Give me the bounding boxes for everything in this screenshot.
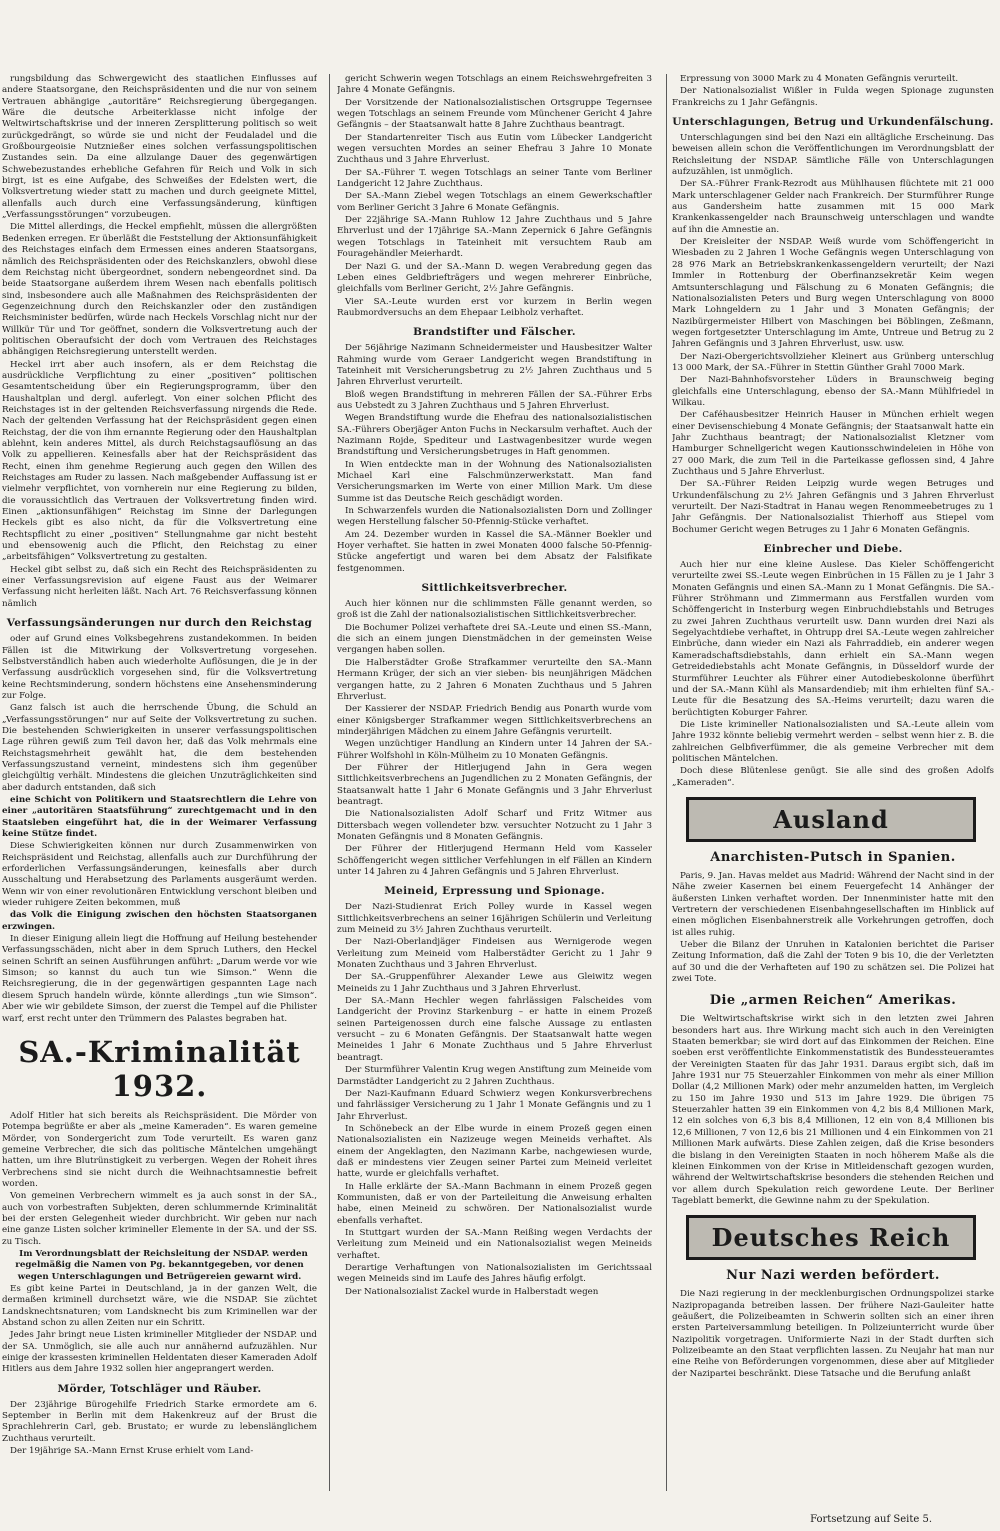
paragraph: Es gibt keine Partei in Deutschland, ja in der ganzen Welt, die dermaßen kriminell durchsetzt wäre, wie die NSDAP. Sie züchtet Landsknechtsnaturen; vom Landsknecht bis zum Kriminellen war der Abstand schon zu allen Zeiten nur ein Schritt. <box>2 1284 317 1329</box>
paragraph: Ganz falsch ist auch die herrschende Übung, die Schuld an „Verfassungsstörungen“ nur auf Seite der Volksvertretung zu suchen. Die bestehenden Schwierigkeiten in unserer verfassungspolitischen Lage rühren gewiß zum Teil davon her, daß das Volk mehrmals eine Reichstagsmehrheit gewählt hat, die dem bestehenden Verfassungszustand verneint, mindestens sich ihm gegenüber gleichgültig verhält. Mindestens die gleichen Unzuträglichkeiten sind aber dadurch entstanden, daß sich <box>2 703 317 793</box>
paragraph: Der Nazi-Studienrat Erich Polley wurde in Kassel wegen Sittlichkeitsverbrechens an seiner 16jährigen Schülerin und Verleitung zum Meineid zu 3½ Jahren Zuchthaus verurteilt. <box>337 902 652 936</box>
paragraph: In Halle erklärte der SA.-Mann Bachmann in einem Prozeß gegen Kommunisten, daß er von der Parteileitung die Anweisung erhalten habe, einen Meineid zu schwören. Der Nationalsozialist wurde ebenfalls verhaftet. <box>337 1181 652 1226</box>
paragraph: Der Führer der Hitlerjugend Hermann Held vom Kasseler Schöffengericht wegen sittlicher Verfehlungen in elf Fällen an Kindern unter 14 Jahren zu 4 Jahren Gefängnis und 5 Jahren Ehrverlust. <box>337 844 652 877</box>
paragraph: Paris, 9. Jan. Havas meldet aus Madrid: Während der Nacht sind in der Nähe zweier Kasernen bei einem Feuergefecht 14 Anhänger der äußersten Linken verhaftet worden. Der Innenminister hatte mit den Vertretern der verschiedenen Eisenbahngesellschaften im Hinblick auf einen möglichen Eisenbahnerstreik alle Vorkehrungen getroffen, doch ist alles ruhig. <box>672 870 994 938</box>
paragraph: Der SA.-Führer T. wegen Totschlags an seiner Tante vom Berliner Landgericht 12 Jahre Zuchthaus. <box>337 167 652 190</box>
subheading: Mörder, Totschläger und Räuber. <box>57 1382 262 1395</box>
paragraph: Der 19jährige SA.-Mann Ernst Kruse erhielt vom Land- <box>10 1446 254 1457</box>
paragraph: Adolf Hitler hat sich bereits als Reichspräsident. Die Mörder von Potempa begrüßte er aber als „meine Kameraden“. Es waren gemeine Mörder, von Sondergericht zum Tode verurteilt. Es waren ganz gemeine Verbrecher, die sich das politische Mäntelchen umgehängt hatten, um ihre Blutrünstigkeit zu verbergen. Wegen der Roheit ihres Verbrechens sind sie nicht durch die Weihnachtsamnestie befreit worden. <box>2 1110 317 1189</box>
column-1 <box>2 74 317 1509</box>
paragraph: Die Weltwirtschaftskrise wirkt sich in den letzten zwei Jahren besonders hart aus. Ihre Wirkung macht sich auch in den Vereinigten Staaten bemerkbar; sie wird dort auf das Einkommen der Reichen. Eine soeben erst veröffentlichte Einkommenstatistik des Bundessteueramtes der Vereinigten Staaten für das Jahr 1931. Daraus ergibt sich, daß im Jahre 1931 nur 75 Steuerzahler Einkommen von mehr als einer Million Dollar (4,2 Millionen Mark) oder mehr anzumelden hatten, im Vergleich zu 150 im Jahre 1930 und 513 im Jahre 1929. Die übrigen 75 Steuerzahler hatten 39 ein Einkommen von 4,2 bis 8,4 Millionen Mark, 12 ein solches von 6,3 bis 8,4 Millionen, 12 ein von 8,4 Millionen bis 12,6 Millionen, 7 von 12,6 bis 21 Millionen und 4 ein Einkommen von 21 Millionen Mark aufwärts. Diese Zahlen zeigen, daß die Krise besonders die bislang in den Vereinigten Staaten in noch höherem Maße als die kleinen Einkommen von der Krise in Mitleidenschaft gezogen wurden, während der Weltwirtschaftskrise besonders die stehenden Reichen und vor allem durch Spekulation reich gewordene Leute. Der Berliner Tageblatt bemerkt, die Gewinne nahm zu der Spekulation. <box>672 1014 994 1206</box>
paragraph: Der Nationalsozialist Zackel wurde in Halberstadt wegen <box>345 1286 599 1297</box>
paragraph: Erpressung von 3000 Mark zu 4 Monaten Gefängnis verurteilt. <box>680 74 959 84</box>
paragraph: In dieser Einigung allein liegt die Hoffnung auf Heilung bestehender Verfassungsschäden, nicht aber in dem Spruch Luthers, den Heckel seinen Schrift an seinen Ausführungen anführt: „Darum werde vor wie Simson; so kannst du auch tun wie Simson.“ Wenn die Reichsregierung, die in der gegenwärtigen gespannten Lage nach diesem Spruch handeln würde, könnte allerdings „tun wie Simson“. Aber wie wir gebildete Simson, der zuerst die Tempel auf die Philister warf, erst recht unter den Trümmern des Palastes begraben hat. <box>2 934 317 1024</box>
paragraph: Der 22jährige SA.-Mann Ruhlow 12 Jahre Zuchthaus und 5 Jahre Ehrverlust und der 17jährige SA.-Mann Zepernick 6 Jahre Gefängnis wegen Totschlags in Tateinheit mit versuchtem Raub am Fouragehändler Meierhardt. <box>337 215 652 260</box>
paragraph: Von gemeinen Verbrechern wimmelt es ja auch sonst in der SA., auch von vorbestraften Subjekten, deren schlummernde Kriminalität bei der ersten Gelegenheit wieder durchbricht. Wir geben nur nach eine ganze Listen solcher krimineller Elemente in der SA. und der SS. zu Tisch. <box>2 1191 317 1247</box>
paragraph: In Stuttgart wurden der SA.-Mann Reißing wegen Verdachts der Verleitung zum Meineid und ein Nationalsozialist wegen Meineids verhaftet. <box>337 1227 652 1261</box>
paragraph: Der Nazi-Obergerichtsvollzieher Kleinert aus Grünberg unterschlug 13 000 Mark, der SA.-Führer in Stettin Günther Grahl 7000 Mark. <box>672 351 994 373</box>
paragraph: Die Halberstädter Große Strafkammer verurteilte den SA.-Mann Hermann Krüger, der sich an vier sieben- bis neunjährigen Mädchen vergangen hatte, zu 2 Jahren 6 Monaten Zuchthaus und 5 Jahren Ehrverlust. <box>337 657 652 702</box>
section-box-deutsches-reich: Deutsches Reich <box>686 1215 976 1260</box>
paragraph: Die Bochumer Polizei verhaftete drei SA.-Leute und einen SS.-Mann, die sich an einem jungen Dienstmädchen in der gemeinsten Weise vergangen haben sollen. <box>337 622 652 656</box>
paragraph: Der 23jährige Bürogehilfe Friedrich Starke ermordete am 6. September in Berlin mit dem Hakenkreuz auf der Brust die Sprachlehrerin Carl, geb. Brustato; er wurde zu lebenslänglichem Zuchthaus verurteilt. <box>2 1399 317 1444</box>
paragraph: Der SA.-Mann Ziebel wegen Totschlags an einem Gewerkschaftler vom Berliner Gericht 3 Jahre 6 Monate Gefängnis. <box>337 191 652 213</box>
bold-paragraph: das Volk die Einigung zwischen den höchsten Staatsorganen erzwingen. <box>2 910 317 932</box>
paragraph: Die Nationalsozialisten Adolf Scharf und Fritz Witmer aus Dittersbach wegen vollendeter bzw. versuchter Notzucht zu 1 Jahr 3 Monaten Gefängnis und 8 Monaten Gefängnis. <box>337 809 652 842</box>
paragraph: Der Nazi-Oberlandjäger Findeisen aus Wernigerode wegen Verleitung zum Meineid vom Halberstädter Gericht zu 1 Jahr 9 Monaten Zuchthaus und 3 Jahren Ehrverlust. <box>337 937 652 971</box>
subheading: Verfassungsänderungen nur durch den Reichstag <box>6 617 313 630</box>
paragraph: In Wien entdeckte man in der Wohnung des Nationalsozialisten Michael Karl eine Falschmünzerwerkstatt. Man fand Versicherungsmarken im Werte von einer Million Mark. Um diese Summe ist das Deutsche Reich geschädigt worden. <box>337 459 652 504</box>
paragraph: Der Nationalsozialist Wißler in Fulda wegen Spionage zugunsten Frankreichs zu 1 Jahr Gefängnis. <box>672 86 994 108</box>
subheading: Unterschlagungen, Betrug und Urkundenfälschung. <box>672 116 994 129</box>
paragraph: Jedes Jahr bringt neue Listen krimineller Mitglieder der NSDAP. und der SA. Unmöglich, sie alle auch nur annähernd aufzuzählen. Nur einige der krassesten kriminellen Heldentaten dieser Kameraden Adolf Hitlers aus dem Jahre 1932 sollen hier angeprangert werden. <box>2 1330 317 1375</box>
article-headline: SA.-Kriminalität 1932. <box>18 1034 301 1103</box>
paragraph: Bloß wegen Brandstiftung in mehreren Fällen der SA.-Führer Erbs aus Uebstedt zu 3 Jahren Zuchthaus und 5 Jahren Ehrverlust. <box>337 389 652 411</box>
paragraph: Der Caféhausbesitzer Heinrich Hauser in München erhielt wegen einer Devisenschiebung 4 Monate Gefängnis; der Staatsanwalt hatte ein Jahr Zuchthaus beantragt; der Nationalsozialist Kletzner vom Hamburger Schnellgericht wegen Kautionsschwindeleien in Höhe von 27 000 Mark, die zum Teil in die Parteikasse geflossen sind, 4 Jahre Zuchthaus und 5 Jahre Ehrverlust. <box>672 410 994 477</box>
paragraph: Doch diese Blütenlese genügt. Sie alle sind des großen Adolfs „Kameraden“. <box>672 766 994 788</box>
paragraph: Heckel irrt aber auch insofern, als er dem Reichstag die ausdrückliche Verpflichtung zu einer „positiven“ politischen Gesamtentscheidung über ein Regierungsprogramm, über den Haushaltplan und dergl. auferlegt. Von einer solchen Pflicht des Reichstages ist in der geltenden Reichsverfassung nirgends die Rede. Nach der geltenden Verfassung hat der Reichspräsident gegen einen Reichstag, der die von ihm ernannte Regierung oder den Haushaltplan ablehnt, kein anderes Mittel, als durch Reichstagsauflösung an das Volk zu appellieren. Keinesfalls aber hat der Reichspräsident das Recht, einen ihm genehme Regierung auch gegen den Willen des Reichstages am Ruder zu lassen. Nach maßgebender Auffassung ist er vielmehr verpflichtet, von vornherein nur eine Regierung zu bilden, die voraussichtlich das Vertrauen der Volksvertretung finden wird. Einen „aktionsunfähigen“ Reichstag im Sinne der Darlegungen Heckels gibt es also nicht, da für die Volksvertretung eine Rechtspflicht zu einer „positiven“ Stellungnahme gar nicht besteht und ebensowenig auch die Pflicht, den Reichstag zu einer „arbeitsfähigen“ Volksvertretung zu gestalten. <box>2 359 317 563</box>
section-headline: Die „armen Reichen“ Amerikas. <box>709 993 957 1009</box>
paragraph: Auch hier nur eine kleine Auslese. Das Kieler Schöffengericht verurteilte zwei SS.-Leute wegen Einbrüchen in 15 Fällen zu je 1 Jahr 3 Monaten Gefängnis und einen SA.-Mann zu 1 Monat Gefängnis. Die SA.-Führer Ströhmann und Zimmermann aus Ferstfallen wurden vom Schöffengericht in Insterburg wegen Einbruchdiebstahls und Betruges zu zwei Jahren Zuchthaus verurteilt usw. Dann wurden drei Nazi als Segelyachtdiebe verhaftet, in Ohtrupp drei SA.-Leute wegen zahlreicher Einbrüche, dann wieder ein Nazi als Fahrraddieb, ein anderer wegen Kameradschaftsdiebstahls, dann erhielt ein SA.-Mann wegen Getreidediebstahls acht Monate Gefängnis, in Düsseldorf wurde der Sturmführer Leuchter als Führer einer Autodiebeskolonne überführt und der SA.-Mann Kühl als Mansardendieb; mit ihm erhielten fünf SA.-Leute für die Besatzung des SA.-Heims verurteilt; dazu waren die berüchtigten Koburger Fahrer. <box>672 560 994 718</box>
paragraph: Der SA.-Führer Frank-Rezrodt aus Mühlhausen flüchtete mit 21 000 Mark unterschlagener Gelder nach Frankreich. Der Sturmführer Runge aus Gandersheim hatte zusammen mit 15 000 Mark Krankenkassengelder nach Braunschweig unterschlagen und wandte auf ihn die Amnestie an. <box>672 179 994 235</box>
paragraph: Derartige Verhaftungen von Nationalsozialisten im Gerichtssaal wegen Meineids sind im Laufe des Jahres häufig erfolgt. <box>337 1263 652 1285</box>
paragraph: Der Nazi G. und der SA.-Mann D. wegen Verabredung gegen das Leben eines Geldbriefträgers und wegen mehrerer Einbrüche, gleichfalls vom Berliner Gericht, 2½ Jahre Gefängnis. <box>337 261 652 295</box>
subheading: Brandstifter und Fälscher. <box>413 326 576 339</box>
paragraph: Der Sturmführer Valentin Krug wegen Anstiftung zum Meineide vom Darmstädter Landgericht zu 2 Jahren Zuchthaus. <box>337 1065 652 1087</box>
column-rule <box>666 74 667 1491</box>
column-2 <box>337 74 652 1509</box>
paragraph: Auch hier können nur die schlimmsten Fälle genannt werden, so groß ist die Zahl der nationalsozialistischen Sittlichkeitsverbrecher. <box>337 599 652 621</box>
paragraph: Der SA.-Mann Hechler wegen fahrlässigen Falscheides vom Landgericht der Provinz Starkenburg – er hatte in einem Prozeß seinen Parteigenossen durch eine falsche Aussage zu entlasten versucht – zu 6 Monaten Gefängnis. Der Staatsanwalt hatte wegen Meineides 1 Jahr 6 Monate Zuchthaus und 5 Jahre Ehrverlust beantragt. <box>337 996 652 1063</box>
paragraph: Wegen unzüchtiger Handlung an Kindern unter 14 Jahren der SA.-Führer Wolfshohl in Köln-Mülheim zu 10 Monaten Gefängnis. <box>337 739 652 761</box>
paragraph: Heckel gibt selbst zu, daß sich ein Recht des Reichspräsidenten zu einer Verfassungsrevision auf eigene Faust aus der Weimarer Verfassung nicht herleiten läßt. Nach Art. 76 Reichsverfassung können nämlich <box>2 564 317 609</box>
paragraph: Am 24. Dezember wurden in Kassel die SA.-Männer Boekler und Hoyer verhaftet. Sie hatten in zwei Monaten 4000 falsche 50-Pfennig-Stücke angefertigt und waren bei dem Absatz der Falsifikate festgenommen. <box>337 529 652 574</box>
top-margin <box>0 0 1000 74</box>
column-rule <box>329 74 330 1491</box>
paragraph: rungsbildung das Schwergewicht des staatlichen Einflusses auf andere Staatsorgane, den Reichspräsidenten und die nur von seinem Vertrauen abhängige „autoritäre“ Reichsregierung übergegangen. Wäre die deutsche Arbeiterklasse nicht infolge der Weltwirtschaftskrise und der inneren Zersplitterung politisch so weit zurückgedrängt, so würde sie und nicht der Feudaladel und die Großbourgeoisie Nutznießer eines solchen verfassungspolitischen Zustandes sein. Da eine allzulange Dauer des gegenwärtigen Schwebezustandes erhebliche Gefahren für Reich und Volk in sich birgt, ist es eine Aufgabe, des Schweißes der Edelsten wert, die Volksvertretung wieder statt zu machen und durch geeignete Mittel, allenfalls auch durch eine Verfassungsänderung, künftigen „Verfassungsstörungen“ vorzubeugen. <box>2 74 317 221</box>
paragraph: Die Liste krimineller Nationalsozialisten und SA.-Leute allein vom Jahre 1932 könnte beliebig vermehrt werden – selbst wenn hier z. B. die zahlreichen Gelbfiverfümmer, die als gemeine Verbrecher mit dem politischen Mäntelchen. <box>672 719 994 764</box>
paragraph: Der Vorsitzende der Nationalsozialistischen Ortsgruppe Tegernsee wegen Totschlags an seinem Freunde vom Münchener Gericht 4 Jahre Gefängnis – der Staatsanwalt hatte 8 Jahre Zuchthaus beantragt. <box>337 97 652 131</box>
paragraph: Der SA.-Gruppenführer Alexander Lewe aus Gleiwitz wegen Meineids zu 1 Jahr Zuchthaus und 3 Jahren Ehrverlust. <box>337 972 652 994</box>
section-headline: Nur Nazi werden befördert. <box>726 1268 940 1284</box>
paragraph: Der Kreisleiter der NSDAP. Weiß wurde vom Schöffengericht in Wiesbaden zu 2 Jahren 1 Woche Gefängnis wegen Unterschlagung von 28 976 Mark an Betriebskrankenkassengeldern verurteilt; der Nazi Immler in Rottenburg der Oberfinanzsekretär Keim wegen Amtsunterschlagung und Fälschung zu 6 Monaten Gefängnis; die Nationalsozialisten Peters und Burg wegen Unterschlagung von 8000 Mark Lohngeldern zu 1 Jahr und 3 Monaten Gefängnis; der Nazibürgermeister Hilbert von Maschingen bei Böblingen, Zeßmann, wegen fortgesetzter Unterschlagung im Amte, Untreue und Betrug zu 2 Jahren Gefängnis und 3 Jahren Ehrverlust, usw. usw. <box>672 237 994 350</box>
paragraph: Ueber die Bilanz der Unruhen in Katalonien berichtet die Pariser Zeitung Information, daß die Zahl der Toten 9 bis 10, die der Verletzten auf 30 und die der Verhafteten auf 190 zu schätzen sei. Die Polizei hat zwei Tote. <box>672 940 994 985</box>
paragraph: Diese Schwierigkeiten können nur durch Zusammenwirken von Reichspräsident und Reichstag, allenfalls auch zur Durchführung der erforderlichen Verfassungsänderungen, keinesfalls aber durch Ausschaltung und Herabsetzung des Parlaments ausgeräumt werden. Wenn wir von einer revolutionären Entwicklung verschont bleiben und wieder ruhigere Zeiten bekommen, muß <box>2 841 317 909</box>
paragraph: gericht Schwerin wegen Totschlags an einem Reichswehrgefreiten 3 Jahre 4 Monate Gefängnis. <box>337 74 652 96</box>
subheading: Sittlichkeitsverbrecher. <box>421 582 568 595</box>
paragraph: Der Nazi-Kaufmann Eduard Schwierz wegen Konkursverbrechens und fahrlässiger Versicherung zu 1 Jahr 1 Monate Gefängnis und zu 1 Jahr Ehrverlust. <box>337 1088 652 1122</box>
subheading: Einbrecher und Diebe. <box>763 543 903 556</box>
paragraph: Die Nazi regierung in der mecklenburgischen Ordnungspolizei starke Nazipropaganda betreiben lassen. Der frühere Nazi-Gauleiter hatte geäußert, die Polizeibeamten in Schwerin sollten sich an einer ihren ersten Parteiversammlung beteiligen. In Polizeiunterricht wurde über Nazipolitik vorgetragen. Uniformierte Nazi in der Stadt durften sich Polizeibeamte an den Staat verpflichten lassen. Zu Neujahr hat man nur eine Reihe von Beförderungen vorgenommen, diese aber auf Mitglieder der Nazipartei beschränkt. Diese Tatsache und die Berufung anlaßt <box>672 1289 994 1379</box>
paragraph: Die Mittel allerdings, die Heckel empfiehlt, müssen die allergrößten Bedenken erregen. Er überläßt die Feststellung der Aktionsunfähigkeit des Reichstages einfach dem Ermessen eines anderen Staatsorgans, nämlich des Reichspräsidenten oder des Reichskanzlers, obwohl diese dem Reichstag nicht übergeordnet, sondern nebengeordnet sind. Da beide Staatsorgane außerdem ihrem Wesen nach ebenfalls politisch sind, insbesondere auch alle Maßnahmen des Reichspräsidenten der Gegenzeichnung durch den Reichskanzler oder den zuständigen Reichsminister bedürfen, würde nach Heckels Vorschlag nicht nur der Willkür Tür und Tor geöffnet, sondern die Volksvertretung auch der politischen Oberaufsicht der doch vom Vertrauen des Reichstages abhängigen Reichsregierung unterstellt werden. <box>2 222 317 358</box>
bold-paragraph: eine Schicht von Politikern und Staatsrechtlern die Lehre von einer „autoritären Staatsführung“ zurechtgemacht und in den Staatsleben eingeführt hat, die in der Weimarer Verfassung keine Stütze findet. <box>2 794 317 839</box>
paragraph: oder auf Grund eines Volksbegehrens zustandekommen. In beiden Fällen ist die Mitwirkung der Volksvertretung vorgesehen. Selbstverständlich haben auch wiederholte Auflösungen, die je in der Verfassung ausdrücklich vorgesehen sind, für die Volksvertretung keine Rechtsminderung, sondern höchstens eine Ansehensminderung zur Folge. <box>2 634 317 701</box>
paragraph: In Schwarzenfels wurden die Nationalsozialisten Dorn und Zollinger wegen Herstellung falscher 50-Pfennig-Stücke verhaftet. <box>337 506 652 528</box>
section-headline: Anarchisten-Putsch in Spanien. <box>710 849 956 865</box>
paragraph: Der SA.-Führer Reiden Leipzig wurde wegen Betruges und Urkundenfälschung zu 2½ Jahren Gefängnis und 3 Jahren Ehrverlust verurteilt. Der Nazi-Stadtrat in Hanau wegen Renommeebetruges zu 1 Jahr Gefängnis. Der Nationalsozialist Thierhoff aus Stiepel vom Bochumer Gericht wegen Betruges zu 1 Jahr 6 Monaten Gefängnis. <box>672 479 994 535</box>
subheading: Meineid, Erpressung und Spionage. <box>384 885 605 898</box>
paragraph: Der Nazi-Bahnhofsvorsteher Lüders in Braunschweig beging gleichfalls eine Unterschlagung, ebenso der SA.-Mann Mühlfriedel in Wilkau. <box>672 375 994 408</box>
paragraph: Der Kassierer der NSDAP. Friedrich Bendig aus Ponarth wurde vom einer Königsberger Strafkammer wegen Sittlichkeitsverbrechens an minderjährigen Mädchen zu einem Jahre Gefängnis verurteilt. <box>337 704 652 737</box>
continuation-note: Fortsetzung auf Seite 5. <box>810 1514 932 1525</box>
paragraph: Der Standartenreiter Tisch aus Eutin vom Lübecker Landgericht wegen versuchten Mordes an seiner Ehefrau 3 Jahre 10 Monate Zuchthaus und 3 Jahre Ehrverlust. <box>337 132 652 166</box>
paragraph: Vier SA.-Leute wurden erst vor kurzem in Berlin wegen Raubmordversuchs an dem Ehepaar Leibholz verhaftet. <box>337 296 652 318</box>
section-box-ausland: Ausland <box>686 797 976 842</box>
paragraph: Wegen Brandstiftung wurde die Ehefrau des nationalsozialistischen SA.-Führers Oberjäger Anton Fuchs in Neckarsulm verhaftet. Auch der Nazimann Rojde, Spediteur und Lastwagenbesitzer wurde wegen Brandstiftung und Versicherungsbetruges in Haft genommen. <box>337 413 652 458</box>
bold-paragraph: Im Verordnungsblatt der Reichsleitung der NSDAP. werden regelmäßig die Namen von Pg. bekanntgegeben, vor denen wegen Unterschlagungen und Betrügereien gewarnt wird. <box>15 1248 308 1282</box>
paragraph: In Schönebeck an der Elbe wurde in einem Prozeß gegen einen Nationalsozialisten ein Nazizeuge wegen Meineids verhaftet. Als einem der Angeklagten, den Nazimann Karbe, nachgewiesen wurde, daß er mindestens vier Zeugen seiner Partei zum Meineid verleitet hatte, wurde er gleichfalls verhaftet. <box>337 1123 652 1180</box>
paragraph: Der 56jährige Nazimann Schneidermeister und Hausbesitzer Walter Rahming wurde vom Geraer Landgericht wegen Brandstiftung in Tateinheit mit Versicherungsbetrug zu 2½ Jahren Zuchthaus und 5 Jahren Ehrverlust verurteilt. <box>337 343 652 388</box>
column-3 <box>672 74 994 1509</box>
paragraph: Unterschlagungen sind bei den Nazi ein alltägliche Erscheinung. Das beweisen allein schon die Veröffentlichungen im Verordnungsblatt der Reichsleitung der NSDAP. Sämtliche Fälle von Unterschlagungen aufzuzählen, ist unmöglich. <box>672 133 994 178</box>
paragraph: Der Führer der Hitlerjugend Jahn in Gera wegen Sittlichkeitsverbrechens an Jugendlichen zu 2 Monaten Gefängnis, der Staatsanwalt hatte 1 Jahr 6 Monate Gefängnis und 3 Jahr Ehrverlust beantragt. <box>337 762 652 807</box>
